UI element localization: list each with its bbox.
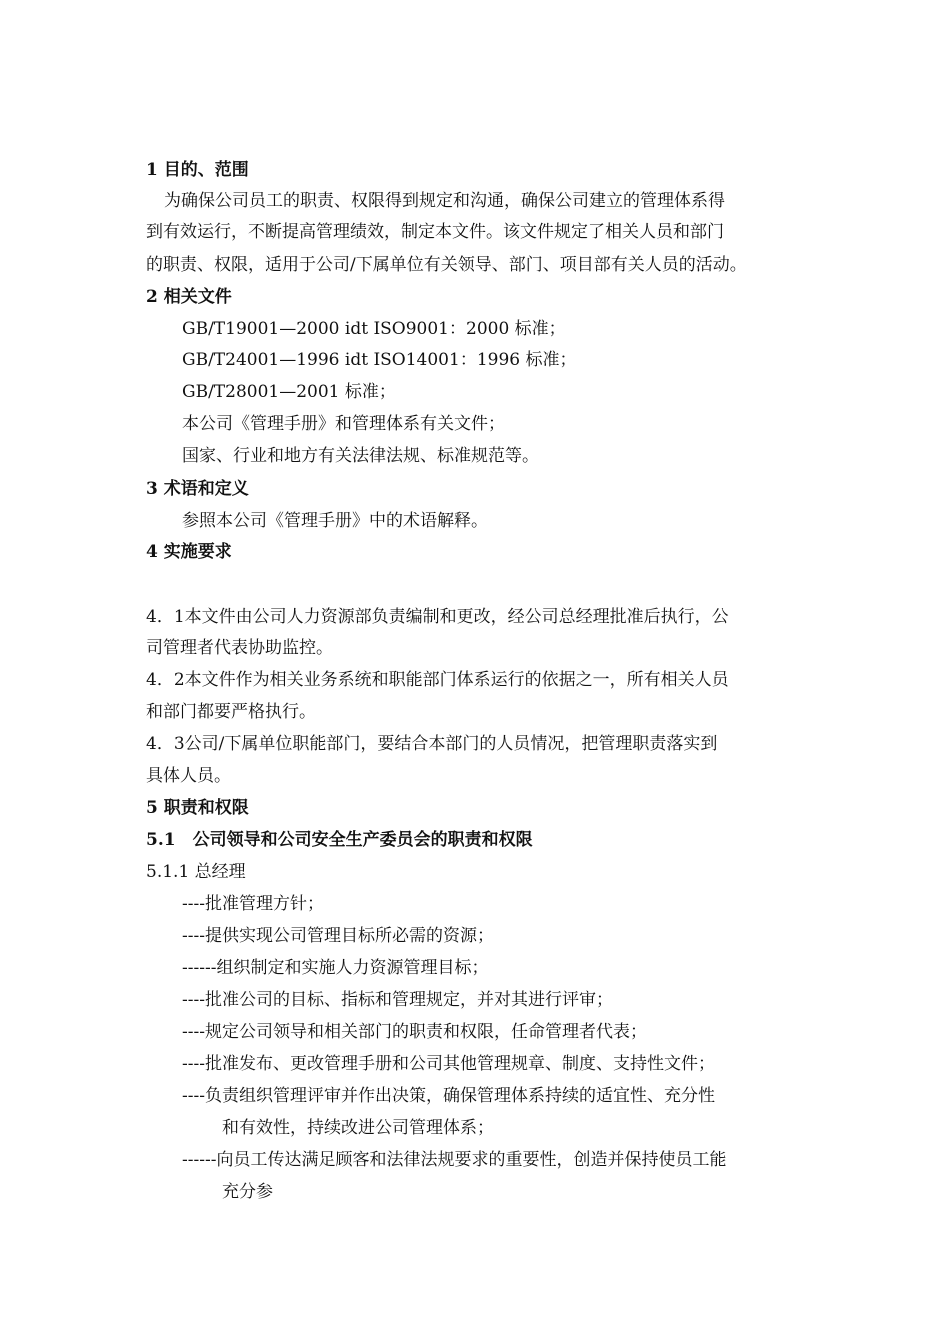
duty-item: ----批准发布、更改管理手册和公司其他管理规章、制度、支持性文件； (182, 1054, 715, 1074)
requirement-4-2-cont: 和部门都要严格执行。 (146, 702, 316, 722)
section-1-paragraph-line: 为确保公司员工的职责、权限得到规定和沟通，确保公司建立的管理体系得 (164, 191, 725, 211)
section-2-heading: 2 相关文件 (146, 287, 232, 307)
duty-item: ----批准管理方针； (182, 894, 324, 914)
section-5-1-heading: 5.1 公司领导和公司安全生产委员会的职责和权限 (146, 830, 533, 850)
requirement-4-1-cont: 司管理者代表协助监控。 (146, 638, 333, 658)
duty-item-cont: 和有效性，持续改进公司管理体系； (222, 1118, 494, 1138)
section-5-heading: 5 职责和权限 (146, 798, 249, 818)
requirement-4-1: 4．1本文件由公司人力资源部负责编制和更改，经公司总经理批准后执行，公 (146, 607, 729, 627)
section-5-1-1-heading: 5.1.1 总经理 (146, 862, 246, 882)
requirement-4-3: 4．3公司/下属单位职能部门，要结合本部门的人员情况，把管理职责落实到 (146, 734, 718, 754)
section-1-paragraph-line: 的职责、权限，适用于公司/下属单位有关领导、部门、项目部有关人员的活动。 (146, 255, 747, 275)
duty-item: ------组织制定和实施人力资源管理目标； (182, 958, 489, 978)
requirement-4-3-cont: 具体人员。 (146, 766, 231, 786)
section-1-heading: 1 目的、范围 (146, 160, 249, 180)
section-4-heading: 4 实施要求 (146, 542, 232, 562)
duty-item: ----规定公司领导和相关部门的职责和权限，任命管理者代表； (182, 1022, 647, 1042)
duty-item: ----批准公司的目标、指标和管理规定，并对其进行评审； (182, 990, 613, 1010)
reference-item: GB/T19001—2000 idt ISO9001：2000 标准； (182, 319, 566, 339)
reference-item: 国家、行业和地方有关法律法规、标准规范等。 (182, 446, 539, 466)
reference-item: 本公司《管理手册》和管理体系有关文件； (182, 414, 505, 434)
section-3-text: 参照本公司《管理手册》中的术语解释。 (182, 511, 488, 531)
reference-item: GB/T24001—1996 idt ISO14001：1996 标准； (182, 350, 577, 370)
duty-item: ----提供实现公司管理目标所必需的资源； (182, 926, 494, 946)
duty-item: ----负责组织管理评审并作出决策，确保管理体系持续的适宜性、充分性 (182, 1086, 715, 1106)
duty-item: ------向员工传达满足顾客和法律法规要求的重要性，创造并保持使员工能 (182, 1150, 727, 1170)
duty-item-cont: 充分参 (222, 1182, 273, 1202)
reference-item: GB/T28001—2001 标准； (182, 382, 396, 402)
section-1-paragraph-line: 到有效运行，不断提高管理绩效，制定本文件。该文件规定了相关人员和部门 (146, 222, 724, 242)
requirement-4-2: 4．2本文件作为相关业务系统和职能部门体系运行的依据之一，所有相关人员 (146, 670, 729, 690)
section-3-heading: 3 术语和定义 (146, 479, 249, 499)
